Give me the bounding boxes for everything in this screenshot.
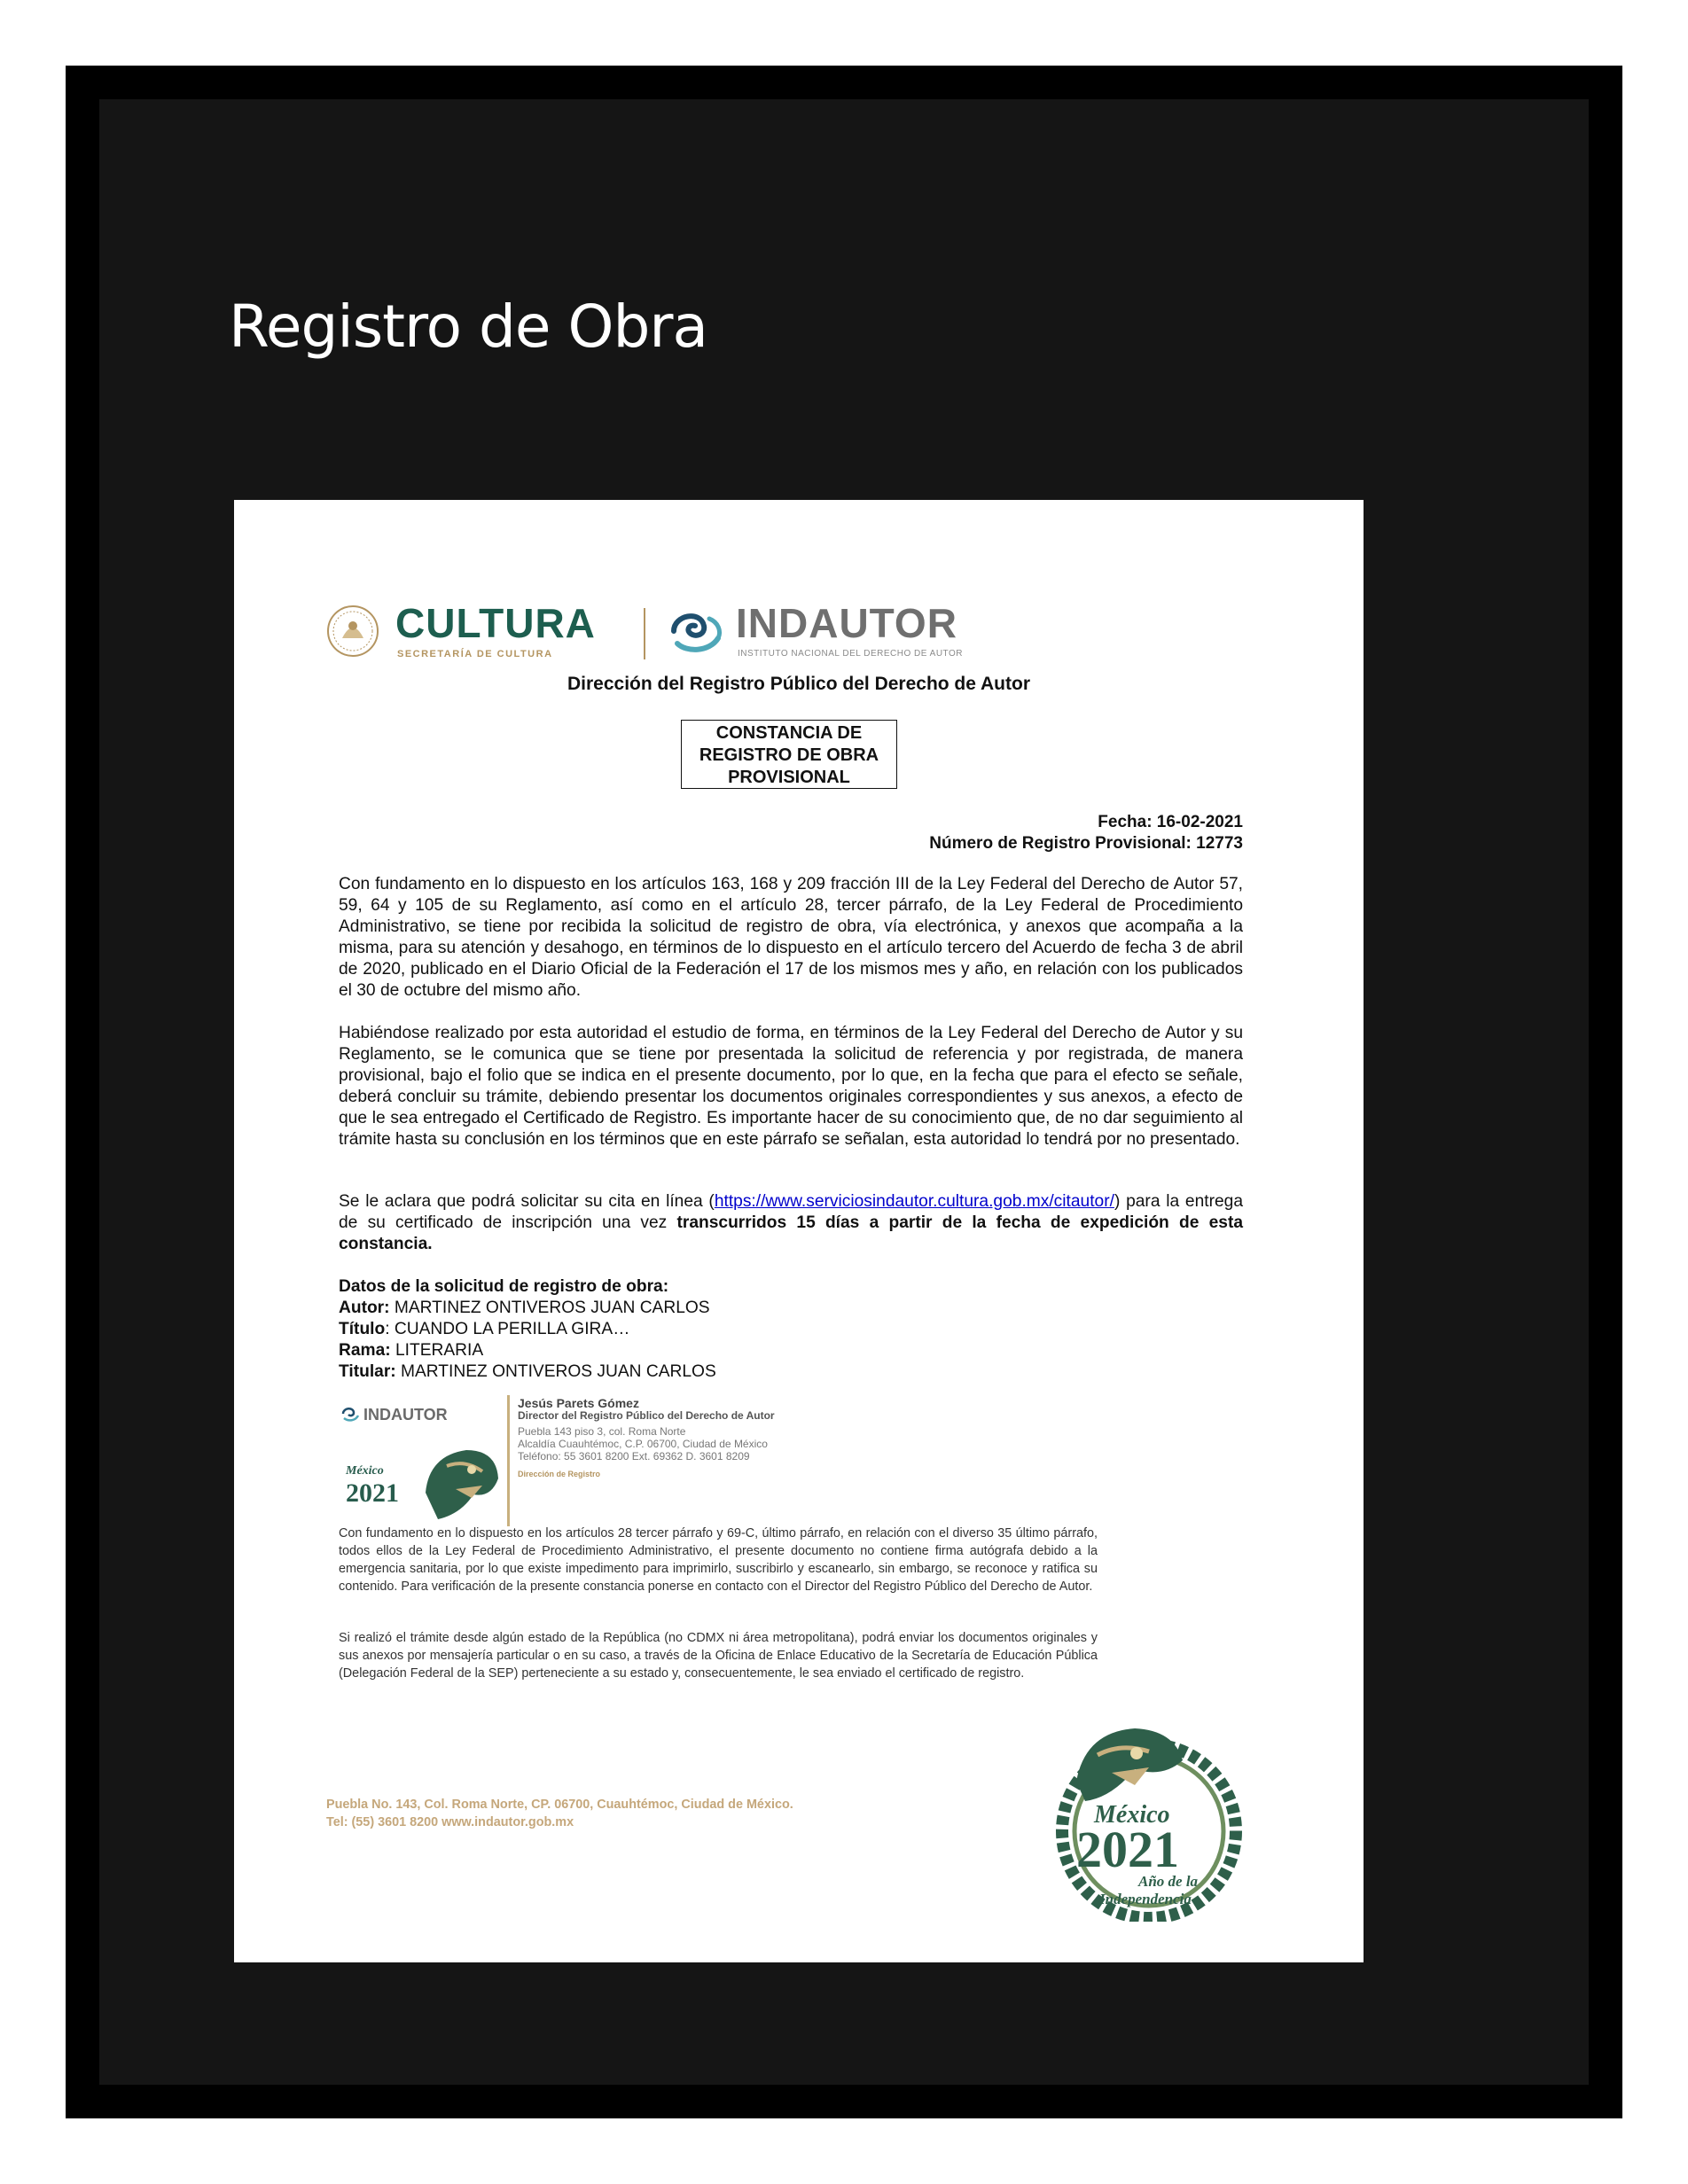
signer-address-2: Alcaldía Cuauhtémoc, C.P. 06700, Ciudad de México <box>518 1438 768 1450</box>
branch-label: Rama: <box>339 1341 391 1360</box>
constancia-line: PROVISIONAL <box>728 768 850 787</box>
paragraph-appointment <box>339 1191 1243 1255</box>
emblem-mexico-text: México <box>1094 1801 1170 1829</box>
citautor-link[interactable]: https://www.serviciosindautor.cultura.gob.mx/citautor/ <box>714 1192 1114 1211</box>
constancia-line: CONSTANCIA DE <box>715 723 863 743</box>
appointment-text-cont: ) para la entrega de su certificado de inscripción una vez <box>339 1192 1244 1232</box>
author-value: MARTINEZ ONTIVEROS JUAN CARLOS <box>389 1299 710 1317</box>
document-footer <box>326 1796 793 1831</box>
signature-divider <box>507 1395 510 1526</box>
registration-number: Número de Registro Provisional: 12773 <box>929 834 1243 853</box>
emblem-line-1: Año de la <box>1138 1873 1199 1890</box>
serpent-head-icon <box>420 1439 502 1525</box>
paragraph-registration-notice: Habiéndose realizado por esta autoridad el estudio de forma, en términos de la Ley Federal del Derecho de Autor y su Reglamento, se le comunica que se tiene por presentada la solicitud de referencia y por registrada, de manera provisional, bajo el folio que se indica en el presente documento, por lo que, en la fecha que para el efecto se señale, deberá concluir su trámite, debiendo presentar los documentos originales correspondientes y sus anexos, a efecto de que le sea entregado el Certificado de Registro. Es importante hacer de su conocimiento que, de no dar seguimiento al trámite hasta su conclusión en los términos que en este párrafo se señalan, esta autoridad lo tendrá por no presentado. <box>339 1024 1243 1149</box>
notice-out-of-state: Si realizó el trámite desde algún estado de la República (no CDMX ni área metropolitana), podrá enviar los documentos originales y sus anexos por mensajería particular o en su caso, a través de la Oficina de Enlace Educativo de la Secretaría de Educación Pública (Delegación Federal de la SEP) perteneciente a su estado y, consecuentemente, le sea enviado el certificado de registro. <box>339 1631 1098 1681</box>
constancia-line: REGISTRO DE OBRA <box>699 745 879 765</box>
signature-year-text: 2021 <box>346 1478 399 1508</box>
footer-address: Puebla No. 143, Col. Roma Norte, CP. 06700, Cuauhtémoc, Ciudad de México. <box>326 1798 793 1812</box>
owner-label: Titular: <box>339 1362 396 1381</box>
signature-mexico-text: México <box>346 1464 384 1478</box>
paragraph-legal-basis: Con fundamento en lo dispuesto en los artículos 163, 168 y 209 fracción III de la Ley Federal del Derecho de Autor 57, 59, 64 y 105 de su Reglamento, así como en el artículo 28, tercer párrafo, de la Ley Federal de Procedimiento Administrativo, se tiene por recibida la solicitud de registro de obra, vía electrónica, y anexos que acompaña a la misma, para su atención y desahogo, en términos de lo dispuesto en el artículo tercero del Acuerdo de fecha 3 de abril de 2020, publicado en el Diario Oficial de la Federación el 17 de los mismos mes y año, en relación con los publicados el 30 de octubre del mismo año. <box>339 875 1243 1000</box>
constancia-title-box <box>681 720 897 789</box>
appointment-deadline: transcurridos 15 días a partir de la fecha de expedición de esta constancia. <box>339 1213 1244 1253</box>
indautor-swirl-icon <box>340 1404 360 1424</box>
emblem-line-2: Independencia <box>1099 1891 1192 1907</box>
electronic-signature-block <box>339 1395 835 1526</box>
emblem-year-text: 2021 <box>1076 1821 1179 1878</box>
cultura-subtitle: SECRETARÍA DE CULTURA <box>397 649 553 659</box>
indautor-subtitle: INSTITUTO NACIONAL DEL DERECHO DE AUTOR <box>738 649 963 659</box>
signature-indautor-text: INDAUTOR <box>363 1406 448 1424</box>
owner-value: MARTINEZ ONTIVEROS JUAN CARLOS <box>395 1362 716 1381</box>
application-data-title: Datos de la solicitud de registro de obra: <box>339 1277 669 1296</box>
footer-contact: Tel: (55) 3601 8200 www.indautor.gob.mx <box>326 1815 574 1829</box>
certificate-document <box>234 500 1364 1962</box>
branch-value: LITERARIA <box>390 1341 484 1360</box>
date-block <box>929 812 1243 854</box>
notice-no-handwritten-signature: Con fundamento en lo dispuesto en los artículos 28 tercer párrafo y 69-C, último párrafo, en relación con el diverso 35 último párrafo, todos ellos de la Ley Federal de Procedimiento Administrativo, el presente documento no contiene firma autógrafa debido a la emergencia sanitaria, por lo que existe impedimento para imprimirlo, suscribirlo y escanearlo, sin embargo, se reconoce y ratifica su contenido. Para verificación de la presente constancia ponerse en contacto con el Director del Registro Público del Derecho de Autor. <box>339 1526 1098 1594</box>
title-label: Título <box>339 1320 386 1338</box>
signer-department: Dirección de Registro <box>518 1470 601 1478</box>
signature-details <box>518 1397 775 1480</box>
signer-phone: Teléfono: 55 3601 8200 Ext. 69362 D. 3601 8209 <box>518 1450 750 1462</box>
signer-address-1: Puebla 143 piso 3, col. Roma Norte <box>518 1425 686 1438</box>
indautor-swirl-icon <box>665 603 729 659</box>
mexico-2021-emblem-icon <box>1050 1716 1245 1922</box>
page-title: Registro de Obra <box>229 292 707 361</box>
signer-name: Jesús Parets Gómez <box>518 1396 639 1410</box>
indautor-logo-text: INDAUTOR <box>736 600 957 646</box>
appointment-text: Se le aclara que podrá solicitar su cita en línea ( <box>339 1192 715 1211</box>
issue-date: Fecha: 16-02-2021 <box>1098 813 1243 831</box>
header-logos <box>326 599 965 670</box>
cultura-logo-text: CULTURA <box>395 600 596 646</box>
issuing-department: Dirección del Registro Público del Derecho de Autor <box>567 674 1030 694</box>
signer-title: Director del Registro Público del Derecho de Autor <box>518 1409 775 1422</box>
mexico-seal-icon <box>326 604 379 658</box>
author-label: Autor: <box>339 1299 390 1317</box>
application-data <box>339 1276 716 1383</box>
logo-separator <box>644 608 645 659</box>
title-value: : CUANDO LA PERILLA GIRA… <box>385 1320 630 1338</box>
signature-logo <box>339 1395 504 1526</box>
